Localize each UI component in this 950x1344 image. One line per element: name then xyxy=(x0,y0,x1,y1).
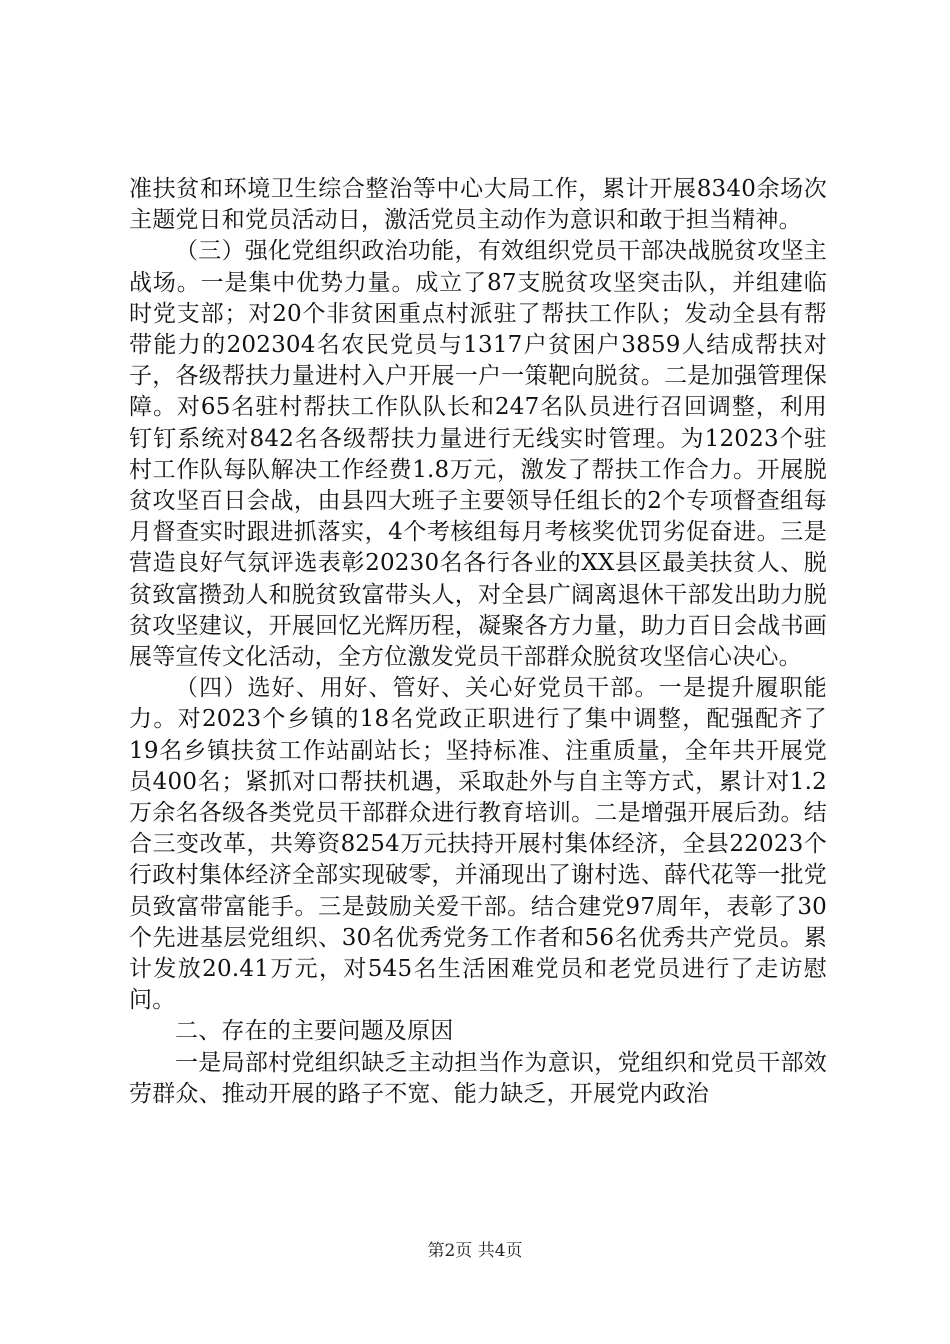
paragraph-continuation: 准扶贫和环境卫生综合整治等中心大局工作，累计开展8340余场次主题党日和党员活动日，激活党员主动作为意识和敢于担当精神。 xyxy=(129,176,827,234)
document-body xyxy=(129,174,827,1110)
paragraph-section-four: （四）选好、用好、管好、关心好党员干部。一是提升履职能力。对2023个乡镇的18名党政正职进行了集中调整，配强配齐了19名乡镇扶贫工作站副站长；坚持标准、注重质量，全年共开展党员400名；紧抓对口帮扶机遇，采取赴外与自主等方式，累计对1.2万余名各级各类党员干部群众进行教育培训。二是增强开展后劲。结合三变改革，共筹资8254万元扶持开展村集体经济，全县22023个行政村集体经济全部实现破零，并涌现出了谢村选、薛代花等一批党员致富带富能手。三是鼓励关爱干部。结合建党97周年，表彰了30个先进基层党组织、30名优秀党务工作者和56名优秀共产党员。累计发放20.41万元，对545名生活困难党员和老党员进行了走访慰问。 xyxy=(129,675,827,1014)
paragraph-problems: 一是局部村党组织缺乏主动担当作为意识，党组织和党员干部效劳群众、推动开展的路子不宽、能力缺乏，开展党内政治 xyxy=(129,1049,827,1107)
section-heading-problems: 二、存在的主要问题及原因 xyxy=(175,1018,454,1045)
paragraph-section-three: （三）强化党组织政治功能，有效组织党员干部决战脱贫攻坚主战场。一是集中优势力量。成立了87支脱贫攻坚突击队，并组建临时党支部；对20个非贫困重点村派驻了帮扶工作队；发动全县有帮带能力的202304名农民党员与1317户贫困户3859人结成帮扶对子，各级帮扶力量进村入户开展一户一策靶向脱贫。二是加强管理保障。对65名驻村帮扶工作队队长和247名队员进行召回调整，利用钉钉系统对842名各级帮扶力量进行无线实时管理。为12023个驻村工作队每队解决工作经费1.8万元，激发了帮扶工作合力。开展脱贫攻坚百日会战，由县四大班子主要领导任组长的2个专项督查组每月督查实时跟进抓落实，4个考核组每月考核奖优罚劣促奋进。三是营造良好气氛评选表彰20230名各行各业的XX县区最美扶贫人、脱贫致富攒劲人和脱贫致富带头人，对全县广阔离退休干部发出助力脱贫攻坚建议，开展回忆光辉历程，凝聚各方力量，助力百日会战书画展等宣传文化活动，全方位激发党员干部群众脱贫攻坚信心决心。 xyxy=(129,238,827,671)
page-footer: 第2页 共4页 xyxy=(427,1241,523,1261)
